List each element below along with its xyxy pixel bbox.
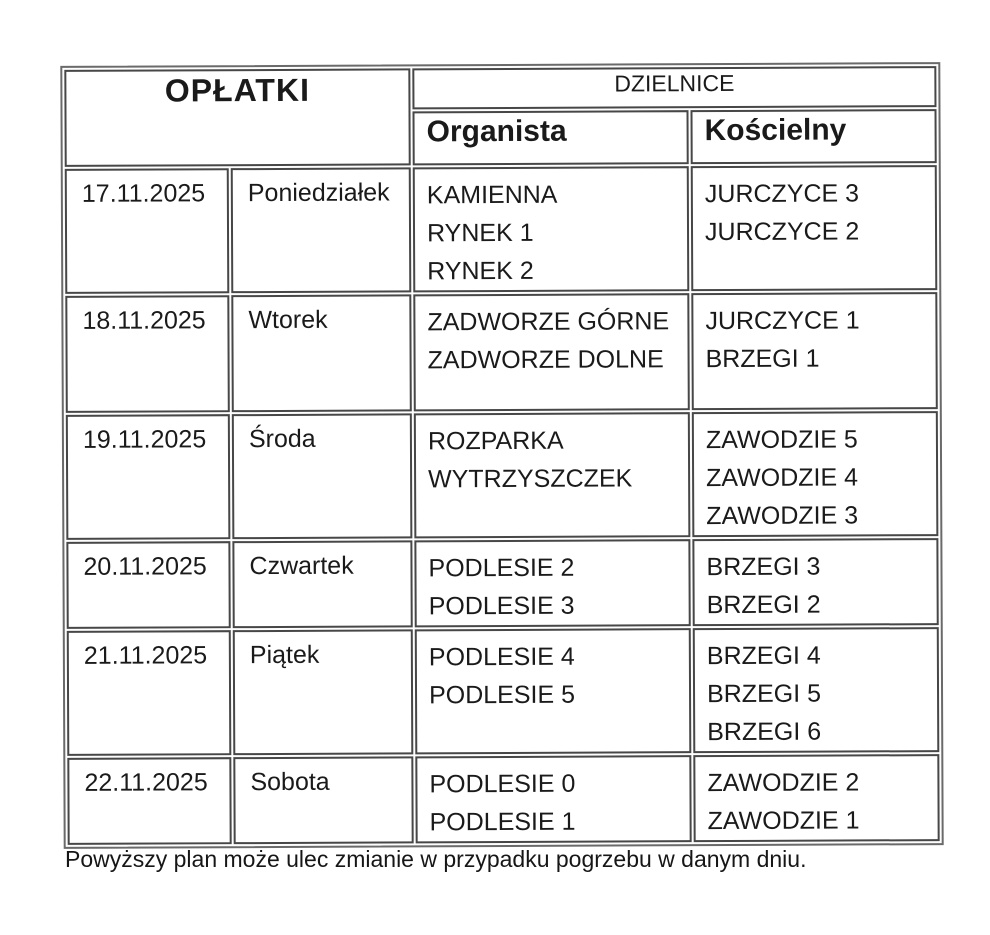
location-line: ZAWODZIE 4: [706, 463, 859, 493]
location-line: PODLESIE 1: [429, 807, 576, 837]
date-cell: 19.11.2025: [66, 414, 231, 540]
location-line: BRZEGI 6: [707, 717, 822, 747]
location-line: ZADWORZE GÓRNE: [427, 307, 670, 337]
table-row: [65, 292, 938, 413]
koscielny-cell: [692, 538, 938, 626]
location-line: ZAWODZIE 2: [707, 768, 860, 798]
day-cell: Poniedziałek: [231, 167, 412, 293]
koscielny-cell: [691, 292, 938, 410]
location-line: ROZPARKA: [427, 426, 564, 456]
table-row: [66, 538, 938, 629]
location-line: WYTRZYSZCZEK: [428, 464, 633, 494]
koscielny-cell: [693, 754, 939, 842]
location-line: RYNEK 1: [426, 218, 534, 248]
day-cell: Czwartek: [232, 540, 412, 628]
location-line: KAMIENNA: [426, 180, 558, 210]
location-line: RYNEK 2: [427, 256, 534, 286]
organista-cell: [415, 628, 692, 754]
date-cell: 22.11.2025: [67, 757, 231, 845]
day-cell: Wtorek: [231, 294, 412, 412]
date-cell: 21.11.2025: [67, 630, 232, 756]
koscielny-cell: [691, 165, 938, 291]
date-cell: 20.11.2025: [66, 541, 230, 629]
day-cell: Sobota: [233, 756, 413, 844]
koscielny-column-header: Kościelny: [690, 109, 936, 164]
organista-cell: [414, 539, 690, 627]
organista-cell: [413, 293, 690, 411]
location-line: BRZEGI 3: [706, 552, 821, 582]
location-line: BRZEGI 2: [706, 590, 821, 620]
koscielny-cell: [693, 627, 940, 753]
table-row: [65, 165, 938, 294]
location-line: BRZEGI 5: [706, 679, 822, 709]
location-line: ZAWODZIE 1: [707, 806, 860, 836]
organista-column-header: Organista: [412, 110, 688, 165]
location-line: BRZEGI 1: [705, 344, 820, 374]
table-row: [67, 627, 940, 756]
location-line: JURCZYCE 1: [705, 306, 860, 336]
location-line: PODLESIE 4: [428, 642, 575, 672]
location-line: ZAWODZIE 3: [706, 501, 859, 531]
header-row-group: [64, 66, 936, 111]
location-line: PODLESIE 0: [429, 769, 576, 799]
footer-note: Powyższy plan może ulec zmianie w przypadku pogrzebu w danym dniu.: [65, 846, 807, 872]
day-cell: Piątek: [233, 629, 414, 755]
location-line: ZADWORZE DOLNE: [427, 345, 664, 375]
organista-cell: [414, 412, 691, 538]
day-cell: Środa: [232, 413, 413, 539]
table-row: [66, 411, 939, 540]
oplatki-schedule-table: [60, 62, 943, 849]
organista-cell: [413, 166, 690, 292]
location-line: JURCZYCE 2: [704, 217, 860, 247]
table-row: [67, 754, 939, 845]
organista-cell: [415, 755, 691, 843]
location-line: BRZEGI 4: [706, 641, 821, 671]
schedule-table-wrapper: [60, 62, 943, 849]
location-line: PODLESIE 5: [428, 680, 576, 710]
location-line: PODLESIE 2: [428, 553, 575, 583]
location-line: JURCZYCE 3: [704, 179, 860, 209]
date-cell: 18.11.2025: [65, 295, 230, 413]
koscielny-cell: [692, 411, 939, 537]
date-cell: 17.11.2025: [65, 168, 230, 294]
location-line: PODLESIE 3: [428, 591, 575, 621]
dzielnice-group-header: DZIELNICE: [412, 66, 936, 109]
location-line: ZAWODZIE 5: [705, 425, 858, 455]
table-title: OPŁATKI: [64, 68, 410, 167]
